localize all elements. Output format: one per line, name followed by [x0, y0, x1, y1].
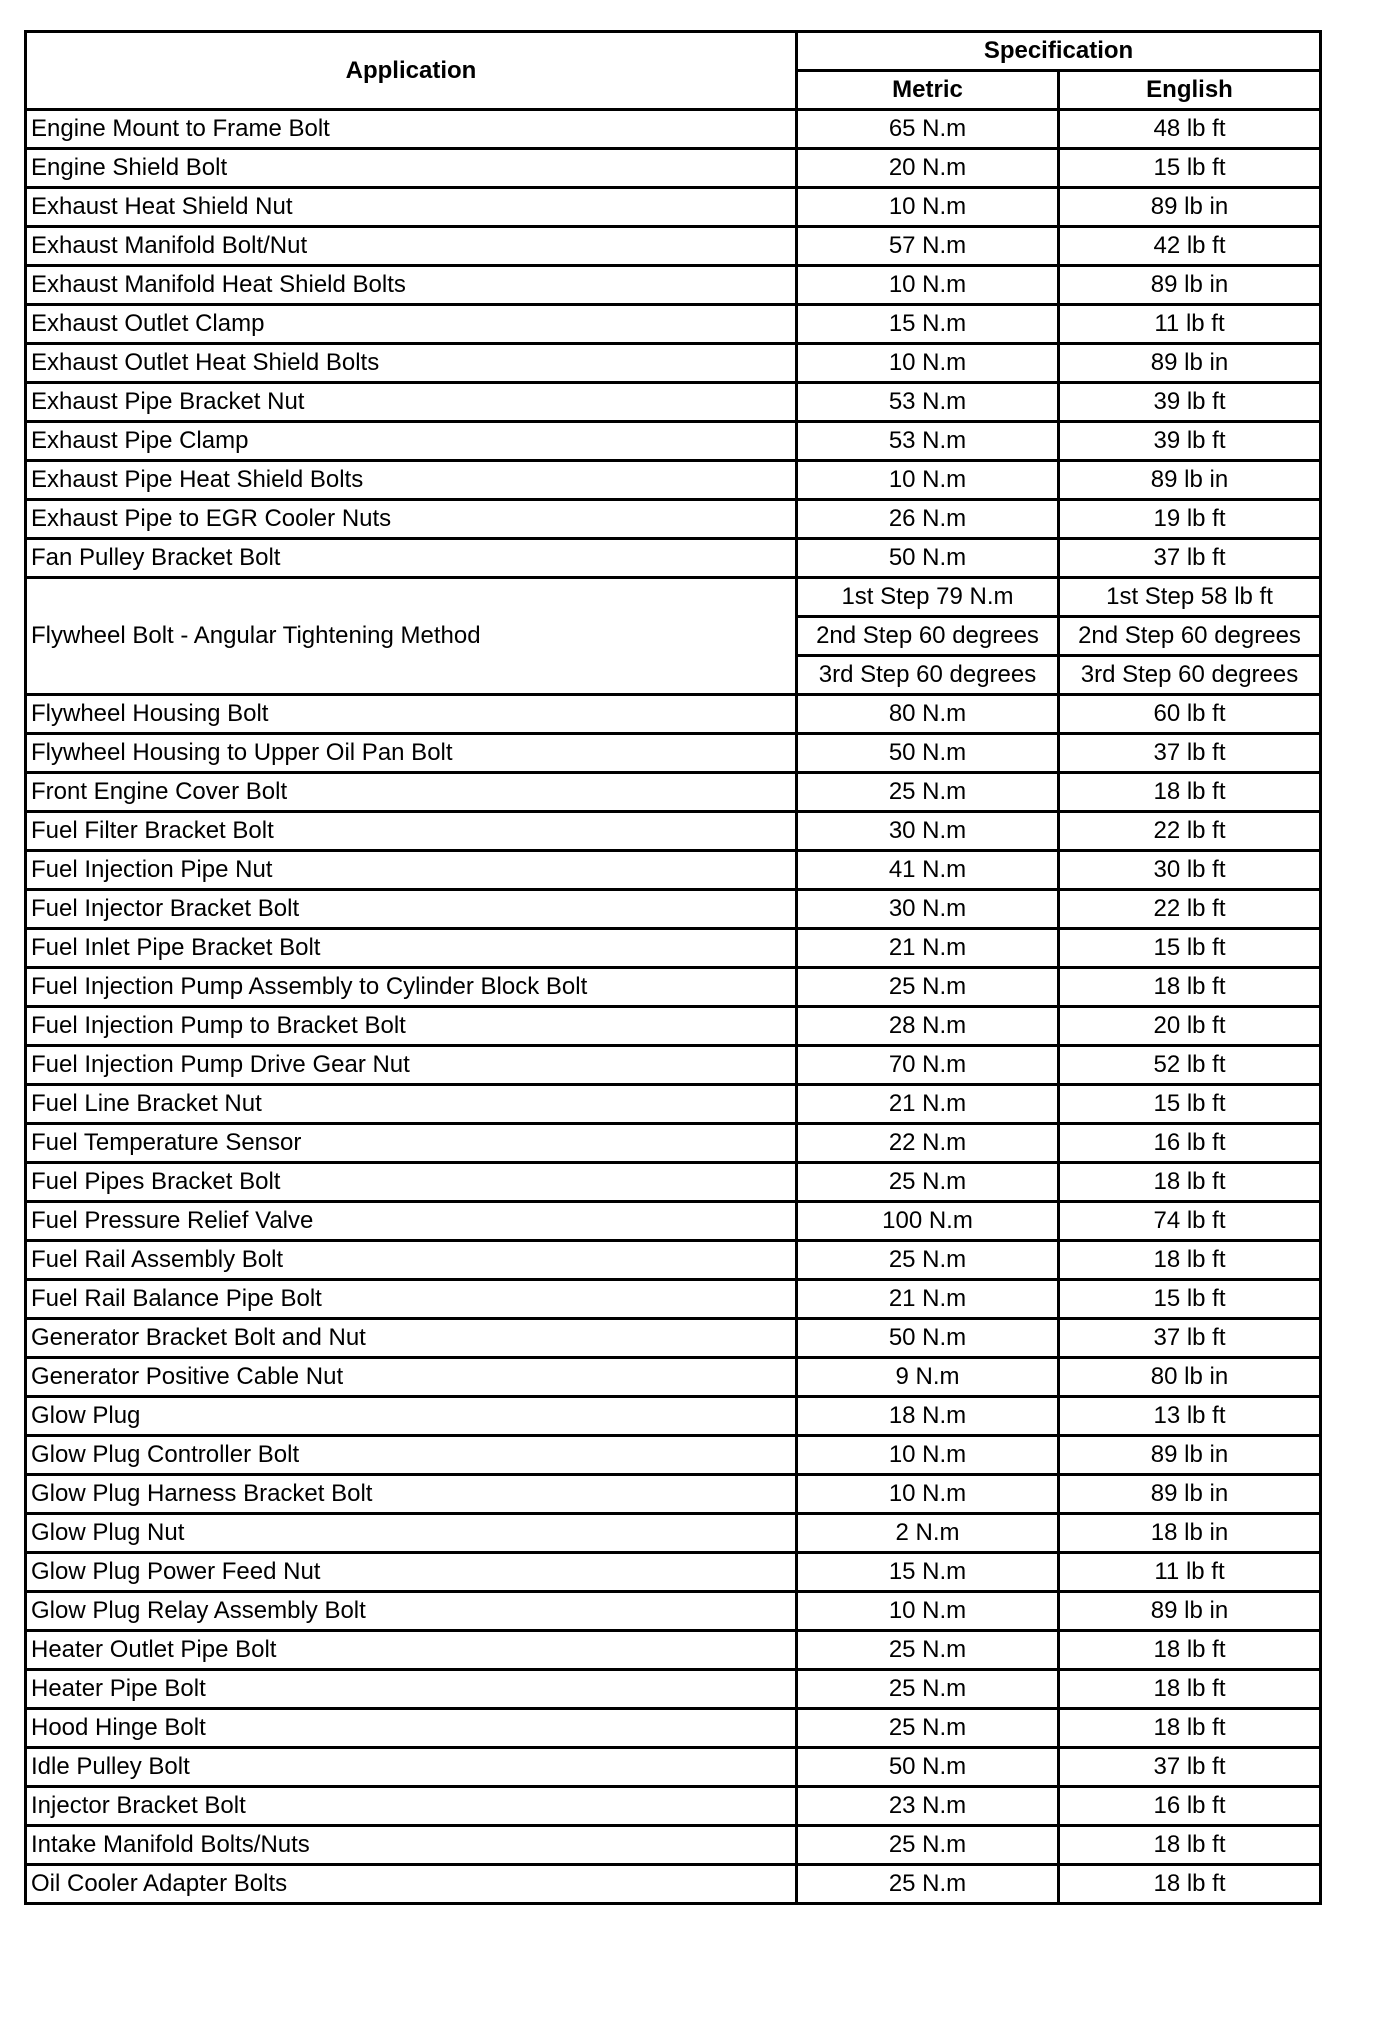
application-cell: Fuel Line Bracket Nut [26, 1085, 797, 1124]
application-cell: Exhaust Pipe to EGR Cooler Nuts [26, 500, 797, 539]
table-row [26, 500, 1321, 539]
metric-cell: 30 N.m [797, 890, 1059, 929]
english-cell: 52 lb ft [1059, 1046, 1321, 1085]
metric-cell: 57 N.m [797, 227, 1059, 266]
english-cell: 16 lb ft [1059, 1787, 1321, 1826]
metric-cell: 25 N.m [797, 1163, 1059, 1202]
metric-cell: 25 N.m [797, 1865, 1059, 1904]
english-cell: 15 lb ft [1059, 1280, 1321, 1319]
table-row [26, 695, 1321, 734]
application-cell: Front Engine Cover Bolt [26, 773, 797, 812]
table-row [26, 149, 1321, 188]
table-row [26, 929, 1321, 968]
metric-cell: 21 N.m [797, 1280, 1059, 1319]
table-row [26, 1865, 1321, 1904]
english-cell: 1st Step 58 lb ft [1059, 578, 1321, 617]
english-cell: 48 lb ft [1059, 110, 1321, 149]
application-cell: Heater Outlet Pipe Bolt [26, 1631, 797, 1670]
header-specification: Specification [797, 32, 1321, 71]
table-row [26, 1826, 1321, 1865]
table-row [26, 110, 1321, 149]
metric-cell: 25 N.m [797, 1241, 1059, 1280]
table-row [26, 266, 1321, 305]
english-cell: 89 lb in [1059, 266, 1321, 305]
metric-cell: 25 N.m [797, 773, 1059, 812]
table-row [26, 1124, 1321, 1163]
metric-cell: 9 N.m [797, 1358, 1059, 1397]
english-cell: 74 lb ft [1059, 1202, 1321, 1241]
english-cell: 18 lb ft [1059, 1826, 1321, 1865]
application-cell: Glow Plug [26, 1397, 797, 1436]
english-cell: 39 lb ft [1059, 422, 1321, 461]
metric-cell: 25 N.m [797, 968, 1059, 1007]
metric-cell: 25 N.m [797, 1670, 1059, 1709]
table-row [26, 1631, 1321, 1670]
english-cell: 18 lb ft [1059, 1865, 1321, 1904]
header-metric: Metric [797, 71, 1059, 110]
table-row [26, 1670, 1321, 1709]
application-cell: Fuel Filter Bracket Bolt [26, 812, 797, 851]
torque-spec-table [24, 30, 1322, 1905]
metric-cell: 100 N.m [797, 1202, 1059, 1241]
english-cell: 18 lb ft [1059, 968, 1321, 1007]
english-cell: 19 lb ft [1059, 500, 1321, 539]
application-cell: Intake Manifold Bolts/Nuts [26, 1826, 797, 1865]
english-cell: 89 lb in [1059, 188, 1321, 227]
table-row [26, 1241, 1321, 1280]
table-row [26, 1319, 1321, 1358]
metric-cell: 3rd Step 60 degrees [797, 656, 1059, 695]
table-row [26, 305, 1321, 344]
metric-cell: 10 N.m [797, 1436, 1059, 1475]
metric-cell: 65 N.m [797, 110, 1059, 149]
english-cell: 60 lb ft [1059, 695, 1321, 734]
metric-cell: 15 N.m [797, 1553, 1059, 1592]
table-row [26, 851, 1321, 890]
english-cell: 80 lb in [1059, 1358, 1321, 1397]
metric-cell: 20 N.m [797, 149, 1059, 188]
table-row [26, 1085, 1321, 1124]
english-cell: 37 lb ft [1059, 734, 1321, 773]
metric-cell: 28 N.m [797, 1007, 1059, 1046]
english-cell: 16 lb ft [1059, 1124, 1321, 1163]
application-cell: Generator Positive Cable Nut [26, 1358, 797, 1397]
application-cell: Fuel Rail Assembly Bolt [26, 1241, 797, 1280]
table-row [26, 968, 1321, 1007]
metric-cell: 23 N.m [797, 1787, 1059, 1826]
table-row [26, 188, 1321, 227]
table-row [26, 344, 1321, 383]
application-cell: Generator Bracket Bolt and Nut [26, 1319, 797, 1358]
table-row [26, 1475, 1321, 1514]
application-cell: Fan Pulley Bracket Bolt [26, 539, 797, 578]
english-cell: 18 lb ft [1059, 1241, 1321, 1280]
english-cell: 2nd Step 60 degrees [1059, 617, 1321, 656]
application-cell: Hood Hinge Bolt [26, 1709, 797, 1748]
metric-cell: 53 N.m [797, 422, 1059, 461]
table-row [26, 773, 1321, 812]
application-cell: Exhaust Pipe Heat Shield Bolts [26, 461, 797, 500]
metric-cell: 50 N.m [797, 1319, 1059, 1358]
application-cell: Fuel Inlet Pipe Bracket Bolt [26, 929, 797, 968]
application-cell: Glow Plug Relay Assembly Bolt [26, 1592, 797, 1631]
table-row [26, 1592, 1321, 1631]
application-cell: Exhaust Manifold Bolt/Nut [26, 227, 797, 266]
metric-cell: 22 N.m [797, 1124, 1059, 1163]
metric-cell: 2 N.m [797, 1514, 1059, 1553]
application-cell: Fuel Pipes Bracket Bolt [26, 1163, 797, 1202]
metric-cell: 50 N.m [797, 734, 1059, 773]
metric-cell: 10 N.m [797, 1592, 1059, 1631]
table-row [26, 539, 1321, 578]
english-cell: 15 lb ft [1059, 1085, 1321, 1124]
table-row [26, 1163, 1321, 1202]
application-cell: Fuel Injection Pump to Bracket Bolt [26, 1007, 797, 1046]
metric-cell: 10 N.m [797, 188, 1059, 227]
metric-cell: 25 N.m [797, 1826, 1059, 1865]
application-cell: Exhaust Heat Shield Nut [26, 188, 797, 227]
english-cell: 11 lb ft [1059, 305, 1321, 344]
table-row [26, 734, 1321, 773]
metric-cell: 25 N.m [797, 1631, 1059, 1670]
application-cell: Fuel Temperature Sensor [26, 1124, 797, 1163]
application-cell: Fuel Injection Pump Assembly to Cylinder Block Bolt [26, 968, 797, 1007]
application-cell: Glow Plug Controller Bolt [26, 1436, 797, 1475]
application-cell: Glow Plug Harness Bracket Bolt [26, 1475, 797, 1514]
metric-cell: 10 N.m [797, 461, 1059, 500]
application-cell: Flywheel Housing to Upper Oil Pan Bolt [26, 734, 797, 773]
metric-cell: 10 N.m [797, 344, 1059, 383]
application-cell: Glow Plug Power Feed Nut [26, 1553, 797, 1592]
application-cell: Exhaust Outlet Heat Shield Bolts [26, 344, 797, 383]
metric-cell: 21 N.m [797, 1085, 1059, 1124]
english-cell: 20 lb ft [1059, 1007, 1321, 1046]
english-cell: 18 lb ft [1059, 1163, 1321, 1202]
application-cell: Exhaust Pipe Clamp [26, 422, 797, 461]
english-cell: 18 lb ft [1059, 773, 1321, 812]
table-row [26, 1553, 1321, 1592]
application-cell: Heater Pipe Bolt [26, 1670, 797, 1709]
metric-cell: 50 N.m [797, 539, 1059, 578]
table-row [26, 461, 1321, 500]
application-cell: Glow Plug Nut [26, 1514, 797, 1553]
english-cell: 3rd Step 60 degrees [1059, 656, 1321, 695]
header-application: Application [26, 32, 797, 110]
application-cell: Exhaust Manifold Heat Shield Bolts [26, 266, 797, 305]
application-cell: Fuel Injector Bracket Bolt [26, 890, 797, 929]
table-row [26, 1748, 1321, 1787]
application-cell: Flywheel Bolt - Angular Tightening Method [26, 578, 797, 695]
table-row [26, 1514, 1321, 1553]
english-cell: 18 lb ft [1059, 1670, 1321, 1709]
metric-cell: 1st Step 79 N.m [797, 578, 1059, 617]
table-row [26, 227, 1321, 266]
metric-cell: 30 N.m [797, 812, 1059, 851]
english-cell: 30 lb ft [1059, 851, 1321, 890]
table-header [26, 32, 1321, 110]
english-cell: 22 lb ft [1059, 812, 1321, 851]
english-cell: 18 lb ft [1059, 1709, 1321, 1748]
english-cell: 89 lb in [1059, 1592, 1321, 1631]
metric-cell: 50 N.m [797, 1748, 1059, 1787]
english-cell: 89 lb in [1059, 1475, 1321, 1514]
table-row [26, 1787, 1321, 1826]
english-cell: 42 lb ft [1059, 227, 1321, 266]
table-row [26, 422, 1321, 461]
application-cell: Oil Cooler Adapter Bolts [26, 1865, 797, 1904]
header-english: English [1059, 71, 1321, 110]
metric-cell: 21 N.m [797, 929, 1059, 968]
english-cell: 18 lb ft [1059, 1631, 1321, 1670]
table-row [26, 1358, 1321, 1397]
table-row [26, 1202, 1321, 1241]
table-row [26, 578, 1321, 617]
metric-cell: 18 N.m [797, 1397, 1059, 1436]
table-row [26, 1046, 1321, 1085]
english-cell: 11 lb ft [1059, 1553, 1321, 1592]
english-cell: 15 lb ft [1059, 929, 1321, 968]
application-cell: Fuel Injection Pump Drive Gear Nut [26, 1046, 797, 1085]
application-cell: Exhaust Outlet Clamp [26, 305, 797, 344]
metric-cell: 70 N.m [797, 1046, 1059, 1085]
application-cell: Idle Pulley Bolt [26, 1748, 797, 1787]
english-cell: 89 lb in [1059, 461, 1321, 500]
metric-cell: 10 N.m [797, 266, 1059, 305]
header-row-top [26, 32, 1321, 71]
table-body [26, 110, 1321, 1904]
english-cell: 37 lb ft [1059, 539, 1321, 578]
metric-cell: 2nd Step 60 degrees [797, 617, 1059, 656]
table-row [26, 812, 1321, 851]
table-row [26, 1709, 1321, 1748]
application-cell: Engine Mount to Frame Bolt [26, 110, 797, 149]
table-row [26, 1007, 1321, 1046]
english-cell: 18 lb in [1059, 1514, 1321, 1553]
application-cell: Fuel Injection Pipe Nut [26, 851, 797, 890]
metric-cell: 25 N.m [797, 1709, 1059, 1748]
english-cell: 89 lb in [1059, 1436, 1321, 1475]
english-cell: 15 lb ft [1059, 149, 1321, 188]
metric-cell: 41 N.m [797, 851, 1059, 890]
application-cell: Fuel Pressure Relief Valve [26, 1202, 797, 1241]
table-row [26, 1436, 1321, 1475]
metric-cell: 80 N.m [797, 695, 1059, 734]
metric-cell: 26 N.m [797, 500, 1059, 539]
table-row [26, 1280, 1321, 1319]
english-cell: 37 lb ft [1059, 1748, 1321, 1787]
metric-cell: 15 N.m [797, 305, 1059, 344]
application-cell: Injector Bracket Bolt [26, 1787, 797, 1826]
table-row [26, 890, 1321, 929]
application-cell: Engine Shield Bolt [26, 149, 797, 188]
english-cell: 22 lb ft [1059, 890, 1321, 929]
table-row [26, 383, 1321, 422]
english-cell: 37 lb ft [1059, 1319, 1321, 1358]
english-cell: 89 lb in [1059, 344, 1321, 383]
english-cell: 13 lb ft [1059, 1397, 1321, 1436]
application-cell: Flywheel Housing Bolt [26, 695, 797, 734]
english-cell: 39 lb ft [1059, 383, 1321, 422]
application-cell: Exhaust Pipe Bracket Nut [26, 383, 797, 422]
metric-cell: 10 N.m [797, 1475, 1059, 1514]
application-cell: Fuel Rail Balance Pipe Bolt [26, 1280, 797, 1319]
table-row [26, 1397, 1321, 1436]
metric-cell: 53 N.m [797, 383, 1059, 422]
